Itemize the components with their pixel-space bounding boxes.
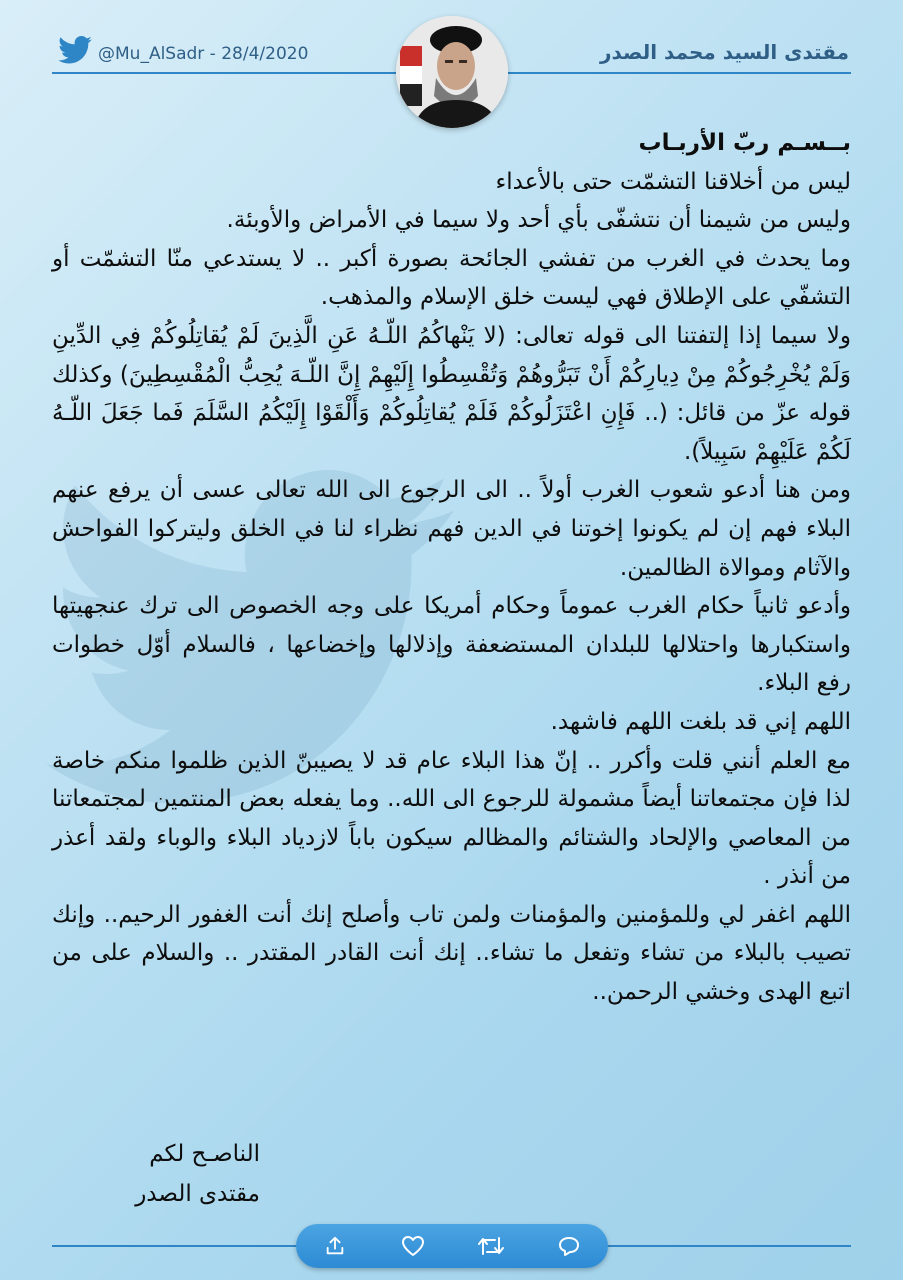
twitter-bird-icon xyxy=(58,36,92,64)
tweet-body xyxy=(52,124,851,1012)
avatar[interactable] xyxy=(396,16,508,128)
reply-button[interactable] xyxy=(554,1231,584,1261)
paragraph: ولا سيما إذا إلتفتنا الى قوله تعالى: (لا يَنْهاكُمُ اللّـهُ عَنِ الَّذِينَ لَمْ يُقاتِلُوكُمْ فِي الدِّينِ وَلَمْ يُخْرِجُوكُمْ مِنْ دِيارِكُمْ أَنْ تَبَرُّوهُمْ وَتُقْسِطُوا إِلَيْهِمْ إِنَّ اللّـهَ يُحِبُّ الْمُقْسِطِينَ) وكذلك قوله عزّ من قائل: (.. فَإِنِ اعْتَزَلُوكُمْ فَلَمْ يُقاتِلُوكُمْ وَأَلْقَوْا إِلَيْكُمُ السَّلَمَ فَما جَعَلَ اللّـهُ لَكُمْ عَلَيْهِمْ سَبِيلاً). xyxy=(52,322,851,465)
display-name[interactable]: مقتدى السيد محمد الصدر xyxy=(599,40,849,64)
reply-icon xyxy=(557,1235,581,1257)
share-icon xyxy=(324,1235,346,1257)
paragraph: وما يحدث في الغرب من تفشي الجائحة بصورة أكبر .. لا يستدعي منّا التشمّت أو التشفّي على الإطلاق فهي ليست خلق الإسلام والمذهب. xyxy=(52,245,851,311)
share-button[interactable] xyxy=(320,1231,350,1261)
paragraph: وليس من شيمنا أن نتشفّى بأي أحد ولا سيما في الأمراض والأوبئة. xyxy=(226,207,851,234)
signature-line-2: مقتدى الصدر xyxy=(135,1181,260,1207)
retweet-icon xyxy=(477,1234,505,1258)
like-button[interactable] xyxy=(398,1231,428,1261)
paragraph: ومن هنا أدعو شعوب الغرب أولاً .. الى الرجوع الى الله تعالى عسى أن يرفع عنهم البلاء فهم إن لم يكونوا إخوتنا في الدين فهم نظراء لنا في الخلق وليتركوا الفواحش والآثام وموالاة الظالمين. xyxy=(52,477,851,581)
paragraph: اللهم اغفر لي وللمؤمنين والمؤمنات ولمن تاب وأصلح إنك أنت الغفور الرحيم.. وإنك تصيب بالبلاء من تشاء وتفعل ما تشاء.. إنك أنت القادر المقتدر .. والسلام على من اتبع الهدى وخشي الرحمن.. xyxy=(52,901,851,1006)
retweet-button[interactable] xyxy=(476,1231,506,1261)
paragraph: مع العلم أنني قلت وأكرر .. إنّ هذا البلاء عام قد لا يصيبنّ الذين ظلموا منكم خاصة لذا فإن مجتمعاتنا أيضاً مشمولة للرجوع الى الله.. وما يفعله بعض المنتمين لمجتمعاتنا من المعاصي والإلحاد والشتائم والمظالم سيكون باباً لازدياد البلاء والوباء ولقد أعذر من أنذر . xyxy=(52,747,851,890)
handle-date[interactable]: @Mu_AlSadr - 28/4/2020 xyxy=(98,44,309,64)
tweet-header xyxy=(0,0,903,130)
paragraph: وأدعو ثانياً حكام الغرب عموماً وحكام أمريكا على وجه الخصوص الى ترك عنجهيتها واستكبارها واحتلالها للبلدان المستضعفة وإذلالها وإخضاعها ، فالسلام أوّل خطوات رفع البلاء. xyxy=(52,593,851,697)
signature-line-1: الناصـح لكم xyxy=(149,1141,260,1167)
body-heading: بــسـم ربّ الأربـاب xyxy=(638,130,851,156)
heart-icon xyxy=(401,1235,425,1257)
paragraph: اللهم إني قد بلغت اللهم فاشهد. xyxy=(550,708,851,735)
signature xyxy=(110,1134,260,1214)
person-avatar-icon xyxy=(396,16,508,128)
tweet-actions-bar xyxy=(296,1224,608,1268)
paragraph: ليس من أخلاقنا التشمّت حتى بالأعداء xyxy=(495,168,851,195)
